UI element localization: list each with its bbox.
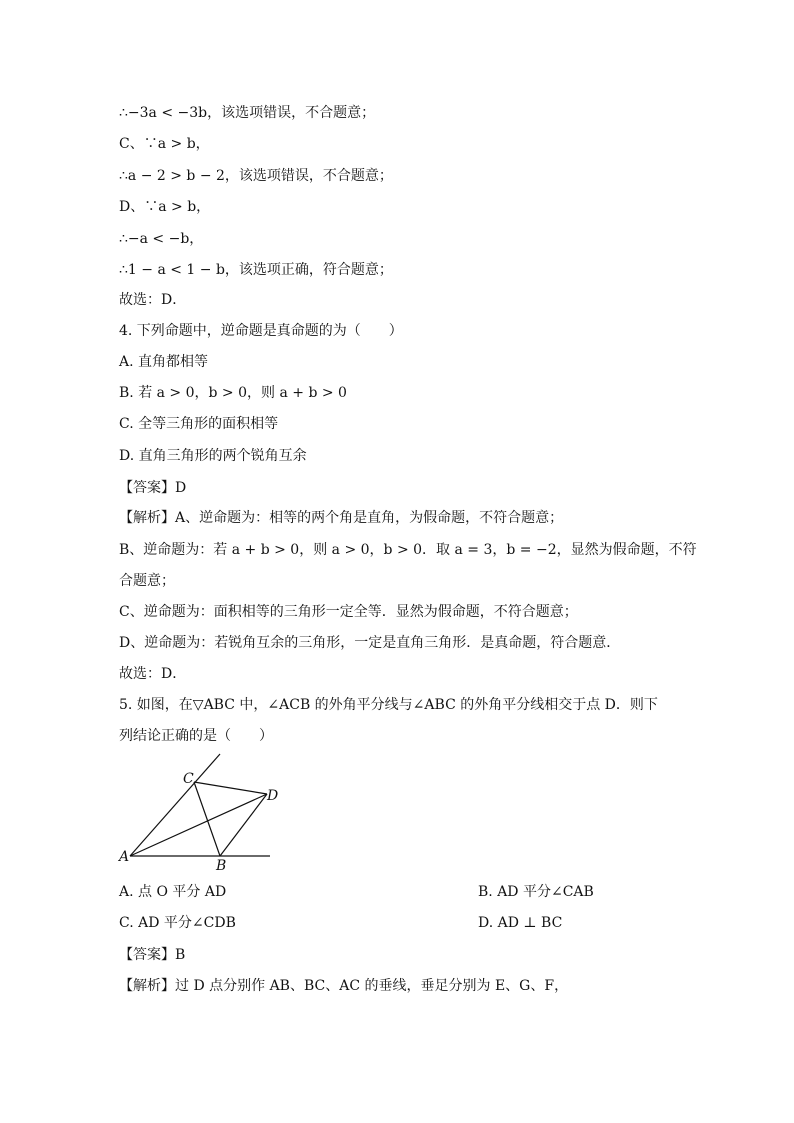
question-4-option-a: A. 直角都相等 [119,354,209,370]
segment-ad [130,794,267,856]
question-5-option-b: B. AD 平分∠CAB [478,884,594,900]
question-4-analysis-c: C、逆命题为：面积相等的三角形一定全等．显然为假命题，不符合题意； [119,604,578,620]
segment-cd [194,782,267,794]
text-line-1: ∴−3a < −3b，该选项错误，不合题意； [119,105,376,121]
question-5-option-d: D. AD ⊥ BC [478,915,563,931]
question-4-analysis-b: B、逆命题为：若 a + b > 0，则 a > 0，b > 0．取 a = 3，b = −2，显然为假命题，不符 [119,542,697,558]
segment-cb [194,782,220,856]
question-4-stem: 4. 下列命题中，逆命题是真命题的为（ ） [119,323,403,339]
point-d-label: D [267,788,279,804]
point-a-label: A [119,849,130,865]
text-line-3: ∴a − 2 > b − 2，该选项错误，不合题意； [119,168,393,184]
question-5-stem: 5. 如图，在▽ABC 中，∠ACB 的外角平分线与∠ABC 的外角平分线相交于点 D．则下 [119,697,658,713]
text-line-2: C、∵a > b， [119,136,210,152]
question-4-option-c: C. 全等三角形的面积相等 [119,416,279,432]
question-5-option-c: C. AD 平分∠CDB [119,915,236,931]
question-4-option-d: D. 直角三角形的两个锐角互余 [119,448,307,464]
question-5-option-a: A. 点 O 平分 AD [119,884,227,900]
point-b-label: B [216,858,227,873]
question-4-analysis-a: 【解析】A、逆命题为：相等的两个角是直角，为假命题，不符合题意； [119,510,564,526]
geometry-figure [110,748,285,873]
line-ac-extended [130,754,220,856]
question-4-answer: 【答案】D [119,480,187,496]
question-4-conclusion: 故选：D． [119,666,187,682]
segment-bd [220,794,267,856]
question-5-answer: 【答案】B [119,947,186,963]
text-line-7: 故选：D． [119,292,187,308]
question-4-option-b: B. 若 a > 0，b > 0，则 a + b > 0 [119,385,347,401]
text-line-6: ∴1 − a < 1 − b，该选项正确，符合题意； [119,262,393,278]
question-5-stem-cont: 列结论正确的是（ ） [119,728,273,744]
question-4-analysis-b-cont: 合题意； [119,573,175,589]
point-c-label: C [183,771,194,787]
question-5-analysis: 【解析】过 D 点分别作 AB、BC、AC 的垂线，垂足分别为 E、G、F， [119,978,569,994]
question-4-analysis-d: D、逆命题为：若锐角互余的三角形，一定是直角三角形．是真命题，符合题意． [119,635,621,651]
text-line-5: ∴−a < −b， [119,231,204,247]
text-line-4: D、∵a > b， [119,199,211,215]
